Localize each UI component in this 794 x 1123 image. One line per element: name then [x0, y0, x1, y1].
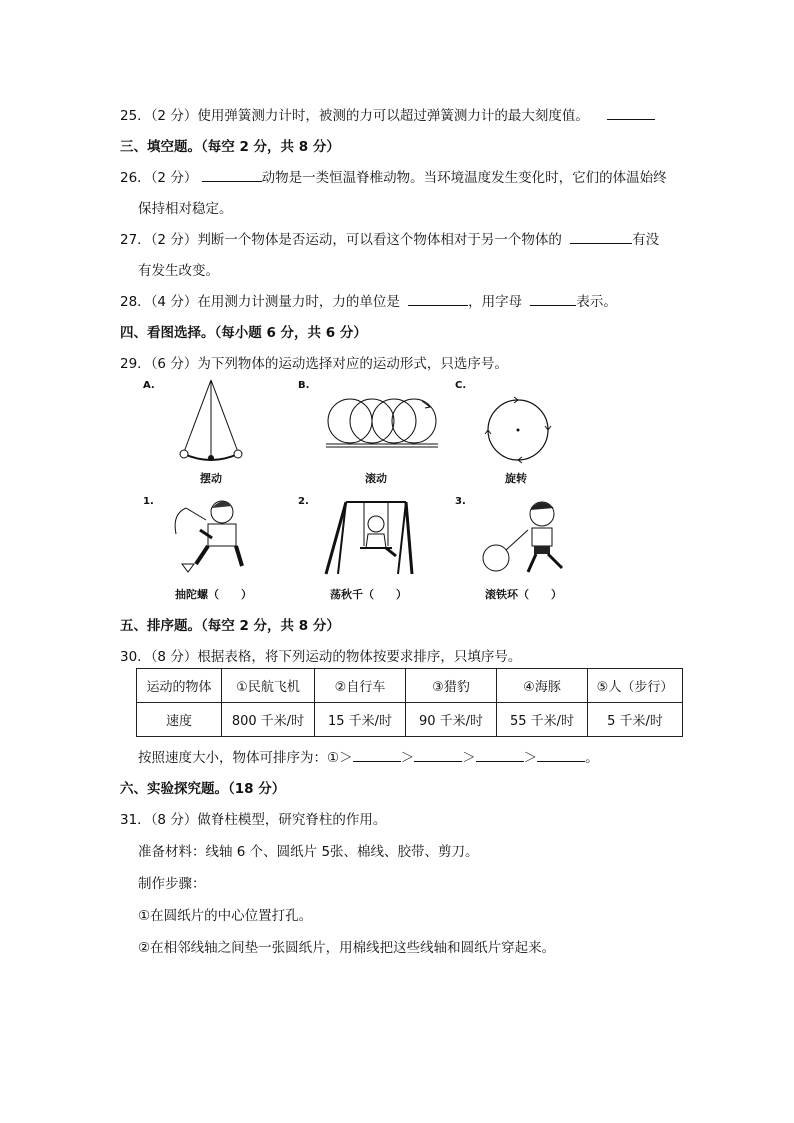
question-points: （2 分） — [150, 170, 198, 186]
item-2-label: 荡秋千（ ） — [330, 588, 407, 601]
table-cell: ③猎豹 — [406, 669, 497, 703]
swing-figure — [320, 494, 420, 580]
question-27-line-2: 有发生改变。 — [138, 263, 219, 279]
answer-blank[interactable] — [530, 291, 576, 306]
ordering-prefix: 按照速度大小，物体可排序为：①＞ — [138, 750, 353, 766]
table-cell: 90 千米/时 — [406, 703, 497, 737]
question-number: 25． — [120, 108, 151, 124]
materials-line: 准备材料：线轴 6 个、圆纸片 5张、棉线、胶带、剪刀。 — [138, 844, 479, 860]
ordering-end: 。 — [585, 750, 599, 766]
table-cell: ⑤人（步行） — [588, 669, 683, 703]
table-cell: 55 千米/时 — [497, 703, 588, 737]
step-2: ②在相邻线轴之间垫一张圆纸片，用棉线把这些线轴和圆纸片穿起来。 — [138, 940, 556, 956]
answer-blank[interactable] — [408, 291, 468, 306]
item-1-number: 1. — [143, 496, 154, 507]
ordering-line — [138, 746, 599, 766]
question-text: 动物是一类恒温脊椎动物。当环境温度发生变化时，它们的体温始终 — [261, 170, 667, 186]
form-b-letter: B. — [298, 380, 310, 391]
rolling-circles-figure — [322, 395, 440, 453]
question-text-mid: ，用字母 — [468, 294, 523, 310]
question-text: 使用弹簧测力计时，被测的力可以超过弹簧测力计的最大刻度值。 — [197, 108, 589, 124]
question-number: 27． — [120, 232, 151, 248]
section-4-heading: 四、看图选择。（每小题 6 分，共 6 分） — [120, 325, 367, 341]
form-a-label: 摆动 — [200, 472, 222, 485]
rolling-hoop-figure — [478, 494, 574, 580]
question-points: （6 分） — [150, 356, 198, 372]
answer-blank[interactable] — [476, 747, 524, 762]
spinning-top-figure — [168, 494, 248, 580]
question-points: （8 分） — [150, 812, 198, 828]
section-5-heading: 五、排序题。（每空 2 分，共 8 分） — [120, 618, 340, 634]
form-b-label: 滚动 — [365, 472, 387, 485]
question-26-line-2: 保持相对稳定。 — [138, 201, 233, 217]
gt-sign: ＞ — [400, 750, 415, 766]
question-number: 28． — [120, 294, 151, 310]
table-cell: 800 千米/时 — [222, 703, 315, 737]
question-27 — [120, 228, 659, 248]
item-3-label: 滚铁环（ ） — [485, 588, 562, 601]
section-6-heading: 六、实验探究题。（18 分） — [120, 781, 286, 797]
item-1-label: 抽陀螺（ ） — [175, 588, 252, 601]
question-text: 在用测力计测量力时，力的单位是 — [197, 294, 400, 310]
question-number: 26． — [120, 170, 151, 186]
question-text-tail: 有没 — [632, 232, 660, 248]
form-a-letter: A. — [143, 380, 155, 391]
rotation-figure — [480, 395, 556, 467]
item-3-number: 3. — [455, 496, 466, 507]
answer-blank[interactable] — [202, 167, 262, 182]
question-number: 29． — [120, 356, 151, 372]
question-29 — [120, 352, 508, 372]
question-number: 31． — [120, 812, 151, 828]
question-points: （2 分） — [150, 108, 198, 124]
table-cell: 5 千米/时 — [588, 703, 683, 737]
answer-blank[interactable] — [570, 229, 632, 244]
question-number: 30． — [120, 649, 151, 665]
speed-table — [136, 668, 683, 737]
form-c-label: 旋转 — [505, 472, 527, 485]
answer-blank[interactable] — [353, 747, 401, 762]
table-cell: 15 千米/时 — [315, 703, 406, 737]
question-text: 判断一个物体是否运动，可以看这个物体相对于另一个物体的 — [197, 232, 562, 248]
question-28 — [120, 290, 617, 310]
answer-blank[interactable] — [414, 747, 462, 762]
gt-sign: ＞ — [523, 750, 538, 766]
table-cell: ④海豚 — [497, 669, 588, 703]
table-row — [137, 669, 683, 703]
question-31 — [120, 808, 386, 828]
table-header-cell: 运动的物体 — [137, 669, 222, 703]
section-3-heading: 三、填空题。（每空 2 分，共 8 分） — [120, 139, 340, 155]
question-text: 为下列物体的运动选择对应的运动形式，只选序号。 — [197, 356, 508, 372]
answer-blank[interactable] — [537, 747, 585, 762]
question-text: 做脊柱模型，研究脊柱的作用。 — [197, 812, 387, 828]
question-30 — [120, 645, 521, 665]
gt-sign: ＞ — [462, 750, 476, 766]
step-1: ①在圆纸片的中心位置打孔。 — [138, 908, 313, 924]
item-2-number: 2. — [298, 496, 309, 507]
question-text-tail: 表示。 — [576, 294, 617, 310]
question-points: （8 分） — [150, 649, 198, 665]
question-text: 根据表格，将下列运动的物体按要求排序，只填序号。 — [197, 649, 522, 665]
question-26 — [120, 166, 667, 186]
question-25 — [120, 104, 655, 124]
question-points: （2 分） — [150, 232, 198, 248]
table-cell: ②自行车 — [315, 669, 406, 703]
steps-title: 制作步骤： — [138, 876, 206, 892]
pendulum-figure — [170, 378, 252, 464]
question-points: （4 分） — [150, 294, 198, 310]
answer-blank[interactable] — [607, 105, 655, 120]
table-cell: ①民航飞机 — [222, 669, 315, 703]
table-header-cell: 速度 — [137, 703, 222, 737]
form-c-letter: C. — [455, 380, 467, 391]
table-row — [137, 703, 683, 737]
